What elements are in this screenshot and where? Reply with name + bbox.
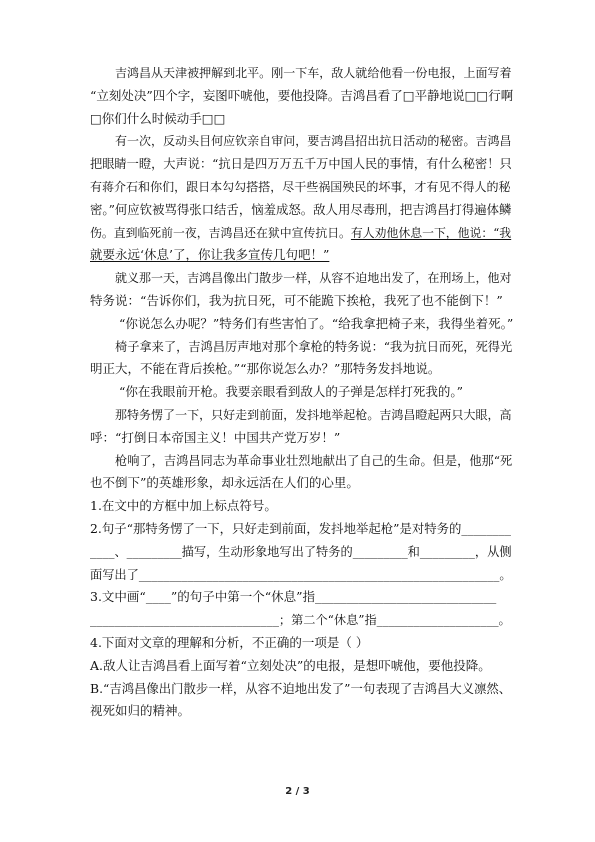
passage-line: 那特务愣了一下，只好走到前面，发抖地举起枪。吉鸿昌瞪起两只大眼，高 bbox=[115, 407, 512, 422]
question-line: 1.在文中的方框中加上标点符号。 bbox=[90, 498, 277, 514]
passage-line: □你们什么时候动手□□ bbox=[90, 110, 226, 126]
answer-option: A.敌人让吉鸿昌看上面写着“立刻处决”的电报，是想吓唬他，要他投降。 bbox=[90, 657, 491, 673]
passage-line: “你在我眼前开枪。我要亲眼看到敌人的子弹是怎样打死我的。” bbox=[119, 384, 464, 400]
passage-line: 密。”何应钦被骂得张口结舌，恼羞成怒。敌人用尽毒刑，把吉鸿昌打得遍体鳞 bbox=[90, 201, 512, 217]
passage-line: “你说怎么办呢？”特务们有些害怕了。“给我拿把椅子来，我得坐着死。” bbox=[119, 315, 514, 331]
passage-line: 有一次，反动头目何应钦亲自审问，要吉鸿昌招出抗日活动的秘密。吉鸿昌 bbox=[115, 134, 512, 149]
underlined-sentence: 有人劝他休息一下，他说：“我 bbox=[350, 225, 512, 240]
question-line: 4.下面对文章的理解和分析，不正确的一项是（ ） bbox=[90, 634, 369, 650]
question-line: 2.句子“那特务愣了一下，只好走到前面，发抖地举起枪”是对特务的________ bbox=[90, 520, 511, 536]
page-number: 2 / 3 bbox=[285, 786, 310, 797]
question-line: ____、_________描写，生动形象地写出了特务的_________和_________，从侧 bbox=[90, 544, 512, 559]
passage-line: 呼：“打倒日本帝国主义！中国共产党万岁！” bbox=[90, 429, 341, 445]
passage-line bbox=[90, 222, 514, 245]
question-line: 3.文中画“____”的句子中第一个“休息”指_____________________________ bbox=[90, 589, 497, 605]
passage-line: 也不倒下”的英雄形象，却永远活在人们的心里。 bbox=[90, 475, 359, 491]
answer-option: B.“吉鸿昌像出门散步一样，从容不迫地出发了”一句表现了吉鸿昌大义凛然、 bbox=[90, 681, 512, 696]
passage-line: 椅子拿来了，吉鸿昌厉声地对那个拿枪的特务说：“我为抗日而死，死得光 bbox=[115, 339, 513, 354]
passage-line: 把眼睛一瞪，大声说：“抗日是四万万五千万中国人民的事情，有什么秘密！只 bbox=[90, 157, 512, 172]
underlined-sentence-end: 就要永远‘休息’了，你让我多宣传几句吧！” bbox=[90, 247, 330, 263]
passage-line: 吉鸿昌从天津被押解到北平。刚一下车，敌人就给他看一份电报，上面写着 bbox=[115, 66, 512, 80]
passage-line: 明正大，不能在背后挨枪。”“那你说怎么办？”那特务发抖地说。 bbox=[90, 361, 441, 377]
question-line: 面写出了___________________________________________________________。 bbox=[90, 567, 512, 582]
passage-line: 有蒋介石和你们，跟日本勾勾搭搭，尽干些祸国殃民的坏事，才有见不得人的秘 bbox=[90, 179, 511, 194]
passage-line: “立刻处决”四个字，妄图吓唬他，要他投降。吉鸿昌看了□平静地说□□行啊 bbox=[90, 87, 514, 103]
passage-line: 就义那一天，吉鸿昌像出门散步一样，从容不迫地出发了，在刑场上，他对 bbox=[115, 271, 512, 286]
passage-text: 伤。直到临死前一夜，吉鸿昌还在狱中宣传抗日。 bbox=[90, 225, 351, 240]
passage-line bbox=[90, 244, 514, 267]
question-line: _______________________________；第二个“休息”指____________________。 bbox=[90, 613, 511, 628]
passage-line: 特务说：“告诉你们，我为抗日死，可不能跪下挨枪，我死了也不能倒下！” bbox=[90, 292, 503, 308]
text-body bbox=[90, 62, 514, 723]
passage-line: 枪响了，吉鸿昌同志为革命事业壮烈地献出了自己的生命。但是，他那“死 bbox=[115, 453, 513, 468]
answer-option: 视死如归的精神。 bbox=[90, 703, 191, 719]
